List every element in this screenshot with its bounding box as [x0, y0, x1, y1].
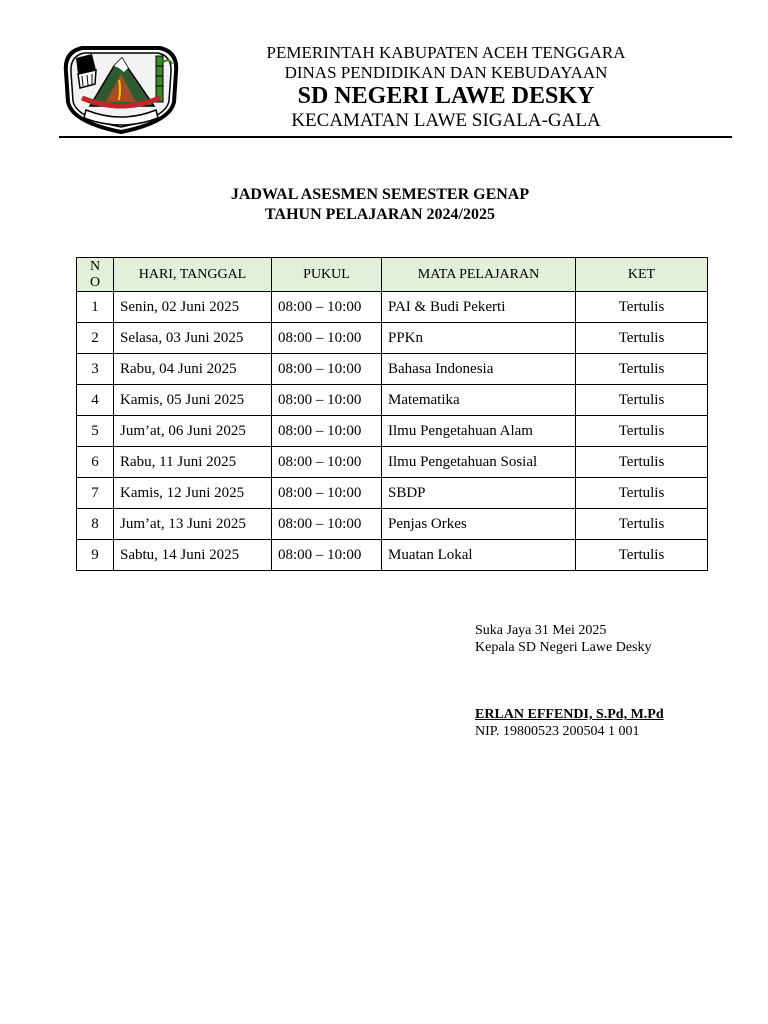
cell-no: 6 — [77, 447, 114, 478]
cell-time: 08:00 – 10:00 — [272, 323, 382, 354]
column-header-no: NO — [77, 258, 114, 292]
cell-time: 08:00 – 10:00 — [272, 416, 382, 447]
cell-no: 2 — [77, 323, 114, 354]
cell-day-date: Sabtu, 14 Juni 2025 — [114, 540, 272, 571]
column-header-note: KET — [576, 258, 708, 292]
cell-day-date: Senin, 02 Juni 2025 — [114, 292, 272, 323]
schedule-table — [76, 257, 708, 571]
signatory-name: ERLAN EFFENDI, S.Pd, M.Pd — [475, 707, 664, 722]
cell-day-date: Rabu, 04 Juni 2025 — [114, 354, 272, 385]
table-row — [77, 385, 708, 416]
cell-time: 08:00 – 10:00 — [272, 478, 382, 509]
cell-no: 7 — [77, 478, 114, 509]
cell-time: 08:00 – 10:00 — [272, 354, 382, 385]
cell-note: Tertulis — [576, 540, 708, 571]
cell-no: 8 — [77, 509, 114, 540]
table-row — [77, 447, 708, 478]
table-row — [77, 292, 708, 323]
document-subtitle: TAHUN PELAJARAN 2024/2025 — [265, 206, 495, 223]
cell-note: Tertulis — [576, 416, 708, 447]
cell-time: 08:00 – 10:00 — [272, 447, 382, 478]
cell-time: 08:00 – 10:00 — [272, 385, 382, 416]
table-row — [77, 540, 708, 571]
table-row — [77, 478, 708, 509]
cell-no: 5 — [77, 416, 114, 447]
table-row — [77, 323, 708, 354]
cell-note: Tertulis — [576, 509, 708, 540]
cell-subject: Matematika — [382, 385, 576, 416]
signatory-nip: NIP. 19800523 200504 1 001 — [475, 724, 640, 739]
table-row — [77, 416, 708, 447]
cell-day-date: Kamis, 05 Juni 2025 — [114, 385, 272, 416]
cell-day-date: Selasa, 03 Juni 2025 — [114, 323, 272, 354]
table-row — [77, 509, 708, 540]
department-heading: DINAS PENDIDIKAN DAN KEBUDAYAAN — [284, 63, 608, 82]
government-heading: PEMERINTAH KABUPATEN ACEH TENGGARA — [266, 43, 626, 62]
signature-place-date: Suka Jaya 31 Mei 2025 — [475, 623, 607, 638]
column-header-time: PUKUL — [272, 258, 382, 292]
cell-subject: Muatan Lokal — [382, 540, 576, 571]
table-header-row — [77, 258, 708, 292]
cell-note: Tertulis — [576, 292, 708, 323]
cell-no: 9 — [77, 540, 114, 571]
cell-note: Tertulis — [576, 385, 708, 416]
cell-no: 4 — [77, 385, 114, 416]
cell-note: Tertulis — [576, 323, 708, 354]
cell-day-date: Jum’at, 13 Juni 2025 — [114, 509, 272, 540]
cell-subject: PAI & Budi Pekerti — [382, 292, 576, 323]
cell-no: 1 — [77, 292, 114, 323]
cell-day-date: Kamis, 12 Juni 2025 — [114, 478, 272, 509]
document-title: JADWAL ASESMEN SEMESTER GENAP — [230, 186, 530, 203]
cell-note: Tertulis — [576, 354, 708, 385]
letterhead-divider — [59, 136, 732, 138]
cell-subject: Bahasa Indonesia — [382, 354, 576, 385]
cell-time: 08:00 – 10:00 — [272, 292, 382, 323]
cell-note: Tertulis — [576, 478, 708, 509]
district-heading: KECAMATAN LAWE SIGALA-GALA — [291, 110, 601, 131]
cell-time: 08:00 – 10:00 — [272, 509, 382, 540]
column-header-subject: MATA PELAJARAN — [382, 258, 576, 292]
cell-day-date: Rabu, 11 Juni 2025 — [114, 447, 272, 478]
column-header-day-date: HARI, TANGGAL — [114, 258, 272, 292]
cell-subject: Ilmu Pengetahuan Sosial — [382, 447, 576, 478]
cell-subject: SBDP — [382, 478, 576, 509]
cell-note: Tertulis — [576, 447, 708, 478]
school-name: SD NEGERI LAWE DESKY — [297, 83, 595, 109]
signature-position: Kepala SD Negeri Lawe Desky — [475, 640, 652, 655]
cell-day-date: Jum’at, 06 Juni 2025 — [114, 416, 272, 447]
cell-time: 08:00 – 10:00 — [272, 540, 382, 571]
cell-subject: Ilmu Pengetahuan Alam — [382, 416, 576, 447]
cell-no: 3 — [77, 354, 114, 385]
cell-subject: Penjas Orkes — [382, 509, 576, 540]
cell-subject: PPKn — [382, 323, 576, 354]
table-row — [77, 354, 708, 385]
